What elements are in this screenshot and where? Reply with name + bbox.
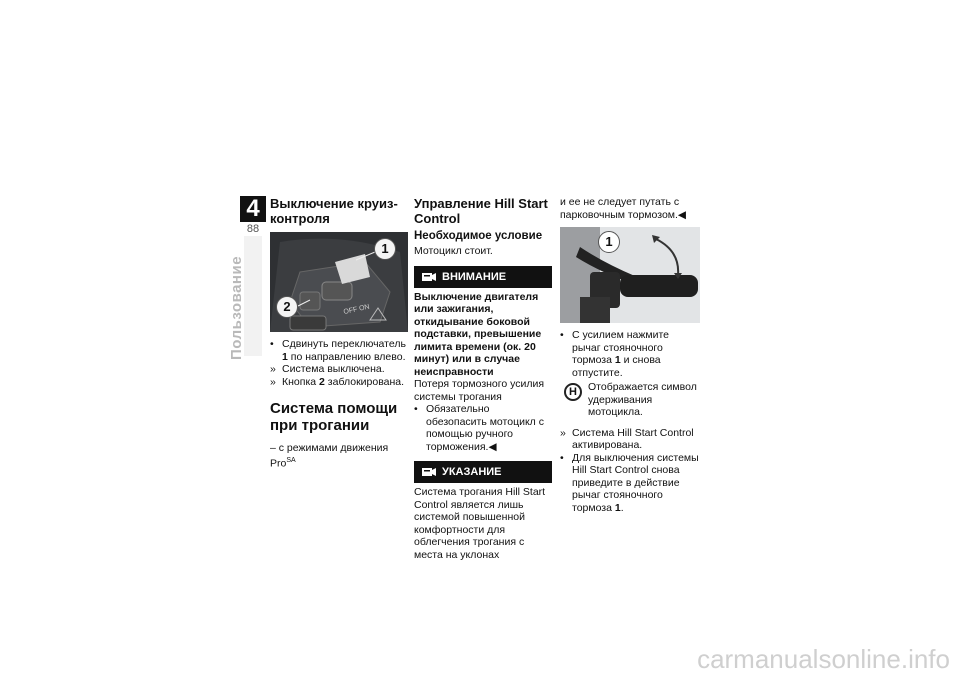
heading-hill-start-control: Управление Hill Start Control (414, 196, 548, 226)
end-mark: ◀ (677, 208, 686, 221)
hill-hold-icon: H (564, 383, 582, 401)
heading-hill-assist: Система помощи при трогании (270, 400, 398, 434)
symbol-text: Отображается символ удерживания мотоцикла. (588, 381, 697, 418)
precondition-text: Мотоцикл стоит. (414, 245, 493, 257)
callout-2: 2 (276, 296, 298, 318)
figure-cruise-switch (270, 232, 408, 332)
note-icon (422, 466, 436, 478)
warning-steps (414, 403, 552, 453)
intro-text: и ее не следует путать с парковочным тормозом.◀ (560, 196, 686, 221)
column-2 (414, 196, 552, 561)
switch-label: OFF ON (342, 303, 371, 316)
note-label: УКАЗАНИЕ (442, 466, 502, 478)
column-1 (270, 196, 408, 470)
hsc-results (560, 427, 700, 515)
symbol-info (560, 381, 700, 419)
page-number: 88 (246, 223, 260, 235)
heading-cruise-off: Выключение круиз-контроля (270, 196, 398, 226)
subheading-precondition: Необходимое условие (414, 230, 543, 242)
warning-box (414, 266, 552, 288)
note-box (414, 461, 552, 483)
section-title: Пользование (228, 255, 245, 360)
section-band (244, 236, 262, 356)
end-mark: ◀ (488, 440, 497, 453)
column-3 (560, 196, 700, 514)
lever-illustration (560, 227, 700, 323)
figure-brake-lever (560, 227, 700, 323)
note-text: Система трогания Hill Start Control является лишь системой повышенной комфортности для облегчения трогания с места на уклонах (414, 486, 546, 561)
step-deactivate: • Для выключения системы Hill Start Control снова приведите в действие рычаг стояночного тормоза 1. (560, 452, 700, 515)
warning-label: ВНИМАНИЕ (442, 270, 507, 283)
result-hsc-active: » Система Hill Start Control активирована. (560, 427, 700, 452)
result-button-locked: » Кнопка 2 заблокирована. (270, 376, 408, 389)
result-system-off: » Система выключена. (270, 363, 408, 376)
chapter-number: 4 (240, 196, 266, 222)
watermark: carmanualsonline.info (697, 644, 950, 674)
warning-icon (422, 271, 436, 283)
option-note: – с режимами движения Pro$^{SA}$ (270, 442, 389, 469)
hsc-steps (560, 329, 700, 379)
callout-1: 1 (374, 238, 396, 260)
step-move-switch: • Сдвинуть переключатель 1 по направлению влево. (270, 338, 408, 363)
callout-1: 1 (598, 231, 620, 253)
step-pull-lever: • С усилием нажмите рычаг стояночного тормоза 1 и снова отпустите. (560, 329, 700, 379)
warning-bold-text: Выключение двигателя или зажигания, откидывание боковой подставки, превышение лимита времени (ок. 20 минут) или в случае неисправности (414, 290, 542, 378)
warning-bullet: • Обязательно обезопасить мотоцикл с помощью ручного торможения.◀ (414, 403, 552, 453)
cruise-off-steps (270, 338, 408, 388)
warning-consequence: Потеря тормозного усилия системы трогания (414, 378, 545, 403)
